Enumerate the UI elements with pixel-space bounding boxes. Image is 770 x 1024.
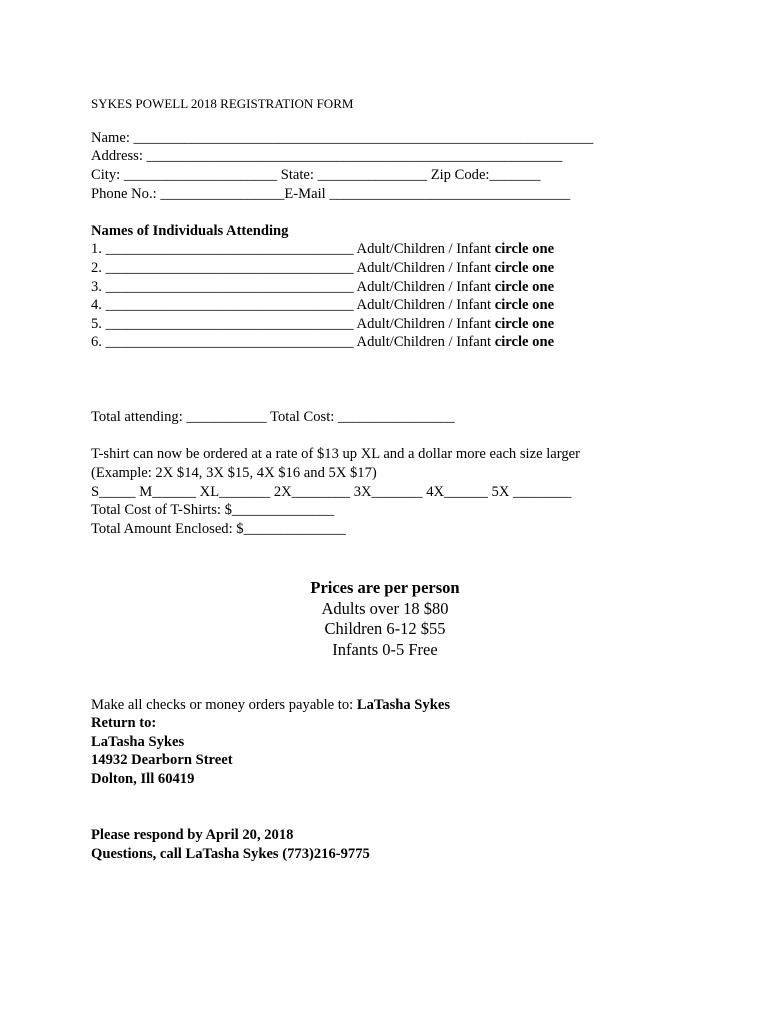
payee-name: LaTasha Sykes <box>356 697 450 713</box>
circle-one-note: circle one <box>494 241 555 257</box>
total-enclosed-field[interactable]: Total Amount Enclosed: $______________ <box>91 521 346 537</box>
circle-one-note: circle one <box>494 279 555 295</box>
attendee-line: 2. __________________________________ Adult/Children / Infant <box>91 260 495 276</box>
price-adults: Adults over 18 $80 <box>321 598 449 618</box>
tshirt-example-text: (Example: 2X $14, 3X $15, 4X $16 and 5X $17) <box>91 465 377 481</box>
attendee-row-4[interactable] <box>91 296 554 314</box>
circle-one-note: circle one <box>494 334 555 350</box>
tshirt-rate-text: T-shirt can now be ordered at a rate of $13 up XL and a dollar more each size larger <box>91 446 580 462</box>
circle-one-note: circle one <box>494 316 555 332</box>
payment-instructions <box>91 696 450 714</box>
attendees-heading: Names of Individuals Attending <box>91 223 289 239</box>
attendee-row-1[interactable] <box>91 240 554 258</box>
total-attending-cost-field[interactable]: Total attending: ___________ Total Cost: ________________ <box>91 409 455 425</box>
return-address-city: Dolton, Ill 60419 <box>91 771 195 787</box>
tshirt-total-cost-field[interactable]: Total Cost of T-Shirts: $______________ <box>91 502 335 518</box>
attendee-row-5[interactable] <box>91 315 554 333</box>
attendee-line: 5. __________________________________ Adult/Children / Infant <box>91 316 495 332</box>
payment-text: Make all checks or money orders payable to: <box>91 697 357 713</box>
phone-email-field[interactable]: Phone No.: _________________E-Mail _________________________________ <box>91 186 571 202</box>
questions-contact: Questions, call LaTasha Sykes (773)216-9775 <box>91 846 370 862</box>
attendee-line: 3. __________________________________ Adult/Children / Infant <box>91 279 495 295</box>
attendee-line: 1. __________________________________ Adult/Children / Infant <box>91 241 495 257</box>
return-address-street: 14932 Dearborn Street <box>91 752 233 768</box>
return-to-label: Return to: <box>91 715 157 731</box>
attendee-line: 6. __________________________________ Adult/Children / Infant <box>91 334 495 350</box>
city-state-zip-field[interactable]: City: _____________________ State: _______________ Zip Code:_______ <box>91 167 541 183</box>
price-infants: Infants 0-5 Free <box>332 639 438 659</box>
attendee-row-2[interactable] <box>91 259 554 277</box>
circle-one-note: circle one <box>494 297 555 313</box>
price-children: Children 6-12 $55 <box>324 619 446 638</box>
prices-block <box>91 578 679 660</box>
attendee-row-6[interactable] <box>91 333 554 351</box>
return-address-name: LaTasha Sykes <box>91 734 185 750</box>
attendee-line: 4. __________________________________ Adult/Children / Infant <box>91 297 495 313</box>
circle-one-note: circle one <box>494 260 555 276</box>
form-title: SYKES POWELL 2018 REGISTRATION FORM <box>91 96 354 111</box>
prices-heading: Prices are per person <box>310 578 460 597</box>
name-field[interactable]: Name: _______________________________________________________________ <box>91 130 594 146</box>
respond-deadline: Please respond by April 20, 2018 <box>91 827 294 843</box>
address-field[interactable]: Address: _________________________________________________________ <box>91 148 563 164</box>
tshirt-sizes-field[interactable]: S_____ M______ XL_______ 2X________ 3X_______ 4X______ 5X ________ <box>91 484 572 500</box>
attendee-row-3[interactable] <box>91 278 554 296</box>
